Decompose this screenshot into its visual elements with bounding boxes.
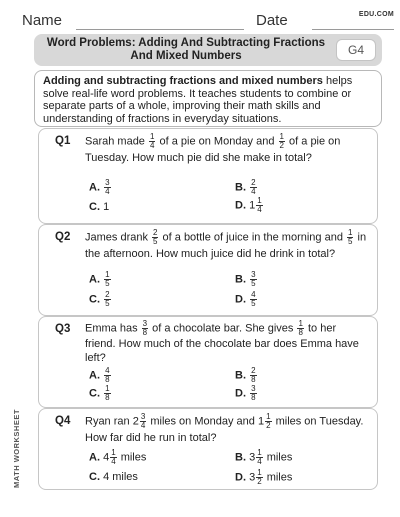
option-b[interactable]: B. 3 $\frac{1}{4}$ miles	[235, 448, 293, 466]
question-text: James drank $\frac{2}{5}$ of a bottle of juice in the morning and $\frac{1}{5}$ in the afternoon. How much juice did he drink in total?	[85, 228, 367, 260]
grade-badge: G4	[336, 39, 376, 61]
fraction: $\frac{3}{4}$	[140, 412, 146, 430]
fraction: $\frac{1}{4}$	[149, 132, 155, 150]
fraction: $\frac{1}{2}$	[266, 412, 271, 430]
question-card-3	[38, 316, 378, 408]
name-line[interactable]	[76, 29, 244, 30]
option-d[interactable]: D. 3 $\frac{1}{2}$ miles	[235, 468, 293, 486]
intro-box	[34, 70, 382, 127]
question-card-1	[38, 128, 378, 224]
question-number: Q2	[55, 231, 71, 243]
question-text: Ryan ran 2 $\frac{3}{4}$ miles on Monday and 1 $\frac{1}{2}$ miles on Tuesday. How far did he run in total?	[85, 412, 364, 444]
option-a[interactable]: A. $\frac{1}{5}$	[89, 270, 110, 288]
brand-logo: EDU.COM	[358, 11, 394, 18]
option-c[interactable]: C. 4 miles	[89, 471, 138, 483]
option-c[interactable]: C. 1	[89, 201, 110, 213]
question-card-4	[38, 408, 378, 490]
option-a[interactable]: A. $\frac{4}{8}$	[89, 366, 110, 384]
option-d[interactable]: D. $\frac{4}{5}$	[235, 290, 256, 308]
fraction: $\frac{3}{8}$	[142, 319, 148, 337]
side-label: MATH WORKSHEET	[12, 409, 21, 488]
date-label: Date	[256, 12, 288, 29]
option-b[interactable]: B. $\frac{3}{5}$	[235, 270, 256, 288]
option-b[interactable]: B. $\frac{2}{4}$	[235, 178, 256, 196]
intro-bold: Adding and subtracting fractions and mixed numbers	[43, 75, 323, 87]
question-text: Sarah made $\frac{1}{4}$ of a pie on Monday and $\frac{1}{2}$ of a pie on Tuesday. How much pie did she make in total?	[85, 132, 341, 164]
option-a[interactable]: A. $\frac{3}{4}$	[89, 178, 110, 196]
name-label: Name	[22, 12, 63, 29]
fraction: $\frac{2}{5}$	[153, 228, 158, 246]
option-c[interactable]: C. $\frac{2}{5}$	[89, 290, 110, 308]
name-date-row	[22, 10, 394, 32]
fraction: $\frac{1}{8}$	[298, 319, 303, 337]
date-line[interactable]	[312, 29, 394, 30]
question-number: Q1	[55, 135, 71, 147]
option-a[interactable]: A. 4 $\frac{1}{4}$ miles	[89, 448, 147, 466]
worksheet-header	[34, 34, 382, 66]
intro-text: helps solve real-life word problems. It teaches students to combine or separate parts of a whole, improving their math skills and understanding of fractions in everyday situations.	[43, 75, 353, 125]
worksheet-title: Word Problems: Adding And Subtracting Fractions And Mixed Numbers	[46, 37, 326, 62]
option-d[interactable]: D. 1 $\frac{1}{4}$	[235, 196, 262, 214]
question-card-2	[38, 224, 378, 316]
option-d[interactable]: D. $\frac{3}{8}$	[235, 384, 256, 402]
fraction: $\frac{1}{5}$	[348, 228, 353, 246]
fraction: $\frac{1}{2}$	[279, 132, 284, 150]
question-number: Q4	[55, 415, 71, 427]
option-b[interactable]: B. $\frac{2}{8}$	[235, 366, 256, 384]
question-number: Q3	[55, 323, 71, 335]
question-text: Emma has $\frac{3}{8}$ of a chocolate bar. She gives $\frac{1}{8}$ to her friend. How much of the chocolate bar does Emma have left?	[85, 319, 359, 364]
option-c[interactable]: C. $\frac{1}{8}$	[89, 384, 110, 402]
